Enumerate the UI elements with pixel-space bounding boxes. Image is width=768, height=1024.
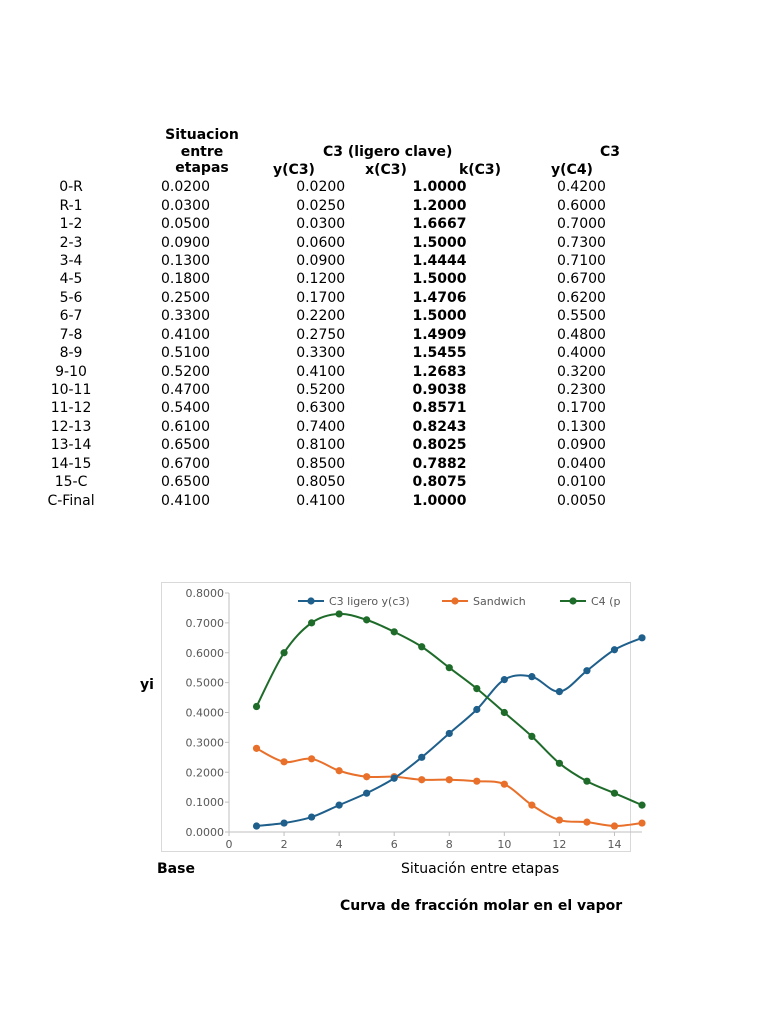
spacer-cell (229, 362, 296, 380)
x-tick-label: 4 (335, 838, 343, 851)
table-row (0, 233, 619, 251)
spacer-cell (229, 491, 296, 509)
table-row (0, 418, 619, 436)
data-point-0 (363, 790, 370, 797)
data-point-1 (638, 819, 645, 826)
spacer-cell (345, 289, 412, 307)
x-axis-label: Situación entre etapas (401, 861, 560, 877)
col-header-y-c3: y(C3) (273, 162, 315, 178)
y-tick-label: 0.8000 (185, 587, 224, 600)
spacer-cell (534, 344, 544, 362)
legend-swatch-marker (307, 597, 314, 604)
cell-stage: 3-4 (59, 252, 83, 269)
spacer-cell (345, 326, 412, 344)
cell-y-c3: 0.0200 (160, 179, 210, 196)
cell-x-c3: 0.4100 (296, 492, 346, 509)
data-point-1 (418, 776, 425, 783)
spacer-cell (229, 233, 296, 251)
cell-stage: 15-C (54, 474, 88, 491)
spacer-cell (467, 491, 534, 509)
x-tick-label: 14 (607, 838, 622, 851)
data-point-2 (253, 703, 260, 710)
data-point-2 (583, 778, 590, 785)
data-point-1 (556, 816, 563, 823)
col-header-k-c3: k(C3) (458, 162, 502, 178)
cell-y-c3: 0.0300 (160, 197, 210, 214)
spacer-cell (229, 215, 296, 233)
table-row (0, 252, 619, 270)
cell-stage: C-Final (47, 492, 95, 509)
cell-x-c3: 0.8050 (296, 474, 346, 491)
cell-k-c3: 1.0000 (412, 179, 467, 196)
table-row (0, 307, 619, 325)
spacer-cell (467, 215, 534, 233)
cell-y-c4: 0.4800 (556, 326, 606, 343)
table-row (0, 270, 619, 288)
cell-x-c3: 0.7400 (296, 418, 346, 435)
table-row (0, 362, 619, 380)
cell-x-c3: 0.1700 (296, 289, 346, 306)
spacer-cell (345, 491, 412, 509)
data-point-1 (280, 758, 287, 765)
spacer-cell (467, 381, 534, 399)
data-point-1 (253, 745, 260, 752)
cell-x-c3: 0.5200 (296, 382, 346, 399)
data-point-2 (473, 685, 480, 692)
data-point-2 (308, 619, 315, 626)
data-point-0 (418, 754, 425, 761)
legend-swatch-marker (451, 597, 458, 604)
cell-y-c4: 0.1700 (556, 400, 606, 417)
data-point-1 (528, 802, 535, 809)
data-point-2 (638, 802, 645, 809)
spacer-cell (345, 178, 412, 196)
cell-stage: 8-9 (59, 345, 83, 362)
spacer-cell (229, 455, 296, 473)
spacer-cell (467, 326, 534, 344)
data-point-1 (583, 819, 590, 826)
data-point-2 (336, 610, 343, 617)
y-tick-label: 0.6000 (185, 646, 224, 660)
cell-y-c3: 0.4700 (160, 382, 210, 399)
cell-y-c3: 0.5200 (160, 363, 210, 380)
cell-y-c4: 0.6000 (556, 197, 606, 214)
spacer-cell (345, 381, 412, 399)
cell-k-c3: 0.8571 (412, 400, 467, 417)
spacer-cell (229, 381, 296, 399)
cell-y-c3: 0.6500 (160, 474, 210, 491)
cell-y-c4: 0.7100 (556, 252, 606, 269)
cell-y-c3: 0.5400 (160, 400, 210, 417)
chart-caption: Curva de fracción molar en el vapor (340, 898, 623, 914)
spacer-cell (534, 326, 544, 344)
legend-label: C3 ligero y(c3) (329, 595, 410, 608)
x-tick-label: 6 (390, 838, 398, 851)
cell-y-c4: 0.3200 (556, 363, 606, 380)
data-point-1 (308, 755, 315, 762)
spacer-cell (345, 344, 412, 362)
cell-k-c3: 0.8075 (412, 474, 467, 491)
cell-y-c3: 0.4100 (160, 326, 210, 343)
table-row (0, 491, 619, 509)
cell-k-c3: 1.2683 (412, 363, 467, 380)
legend-label: Sandwich (473, 595, 526, 608)
data-point-2 (363, 616, 370, 623)
spacer-cell (229, 399, 296, 417)
cell-x-c3: 0.8100 (296, 437, 346, 454)
data-point-2 (556, 760, 563, 767)
col-header-x-c3: x(C3) (365, 162, 407, 178)
data-point-0 (280, 819, 287, 826)
cell-y-c3: 0.5100 (160, 345, 210, 362)
cell-y-c4: 0.6700 (556, 271, 606, 288)
data-point-0 (556, 688, 563, 695)
cell-x-c3: 0.0250 (296, 197, 346, 214)
legend-label: C4 (p (591, 595, 621, 608)
cell-y-c4: 0.7000 (556, 216, 606, 233)
spacer-cell (467, 252, 534, 270)
spacer-cell (229, 196, 296, 214)
cell-y-c4: 0.4200 (556, 179, 606, 196)
data-point-1 (501, 781, 508, 788)
data-point-2 (280, 649, 287, 656)
spacer-cell (467, 455, 534, 473)
data-point-0 (611, 646, 618, 653)
data-point-2 (528, 733, 535, 740)
y-tick-label: 0.5000 (185, 676, 224, 690)
data-point-1 (363, 773, 370, 780)
spacer-cell (534, 215, 544, 233)
spacer-cell (467, 270, 534, 288)
data-point-0 (528, 673, 535, 680)
data-point-0 (308, 813, 315, 820)
cell-stage: 4-5 (59, 271, 83, 288)
spacer-cell (345, 307, 412, 325)
base-label: Base (157, 861, 195, 877)
spacer-cell (467, 418, 534, 436)
y-axis-label: yi (140, 677, 154, 693)
x-tick-label: 2 (280, 838, 288, 851)
spacer-cell (345, 399, 412, 417)
x-tick-label: 10 (497, 838, 512, 851)
cell-k-c3: 1.6667 (412, 216, 467, 233)
cell-x-c3: 0.3300 (296, 345, 346, 362)
cell-stage: R-1 (59, 197, 83, 214)
spacer-cell (534, 491, 544, 509)
cell-k-c3: 1.4706 (412, 289, 467, 306)
cell-y-c3: 0.6700 (160, 455, 210, 472)
cell-x-c3: 0.4100 (296, 363, 346, 380)
spacer-cell (467, 307, 534, 325)
cell-y-c4: 0.6200 (556, 289, 606, 306)
x-tick-label: 8 (445, 838, 453, 851)
spacer-cell (534, 362, 544, 380)
cell-k-c3: 1.5000 (412, 234, 467, 251)
cell-y-c4: 0.2300 (556, 382, 606, 399)
spacer-cell (345, 233, 412, 251)
y-tick-label: 0.2000 (185, 766, 224, 780)
col-header-y-c4: y(C4) (551, 162, 593, 178)
cell-y-c3: 0.0500 (160, 216, 210, 233)
cell-x-c3: 0.1200 (296, 271, 346, 288)
cell-stage: 11-12 (50, 400, 92, 417)
spacer-cell (534, 473, 544, 491)
spacer-cell (229, 178, 296, 196)
spacer-cell (467, 233, 534, 251)
spacer-cell (229, 289, 296, 307)
cell-k-c3: 1.4444 (412, 252, 467, 269)
group-header-c3: C3 (ligero clave) (323, 144, 453, 160)
spacer-cell (534, 178, 544, 196)
data-point-0 (336, 802, 343, 809)
cell-y-c4: 0.0050 (556, 492, 606, 509)
data-point-2 (501, 709, 508, 716)
cell-k-c3: 1.5000 (412, 308, 467, 325)
y-tick-label: 0.0000 (185, 826, 224, 839)
cell-stage: 13-14 (50, 437, 92, 454)
table-row (0, 381, 619, 399)
spacer-cell (467, 289, 534, 307)
spacer-cell (534, 270, 544, 288)
cell-y-c3: 0.6100 (160, 418, 210, 435)
spacer-cell (534, 381, 544, 399)
cell-stage: 5-6 (59, 289, 83, 306)
cell-stage: 10-11 (50, 382, 92, 399)
legend-swatch-marker (569, 597, 576, 604)
cell-y-c3: 0.4100 (160, 492, 210, 509)
spacer-cell (534, 307, 544, 325)
cell-k-c3: 0.8243 (412, 418, 467, 435)
cell-stage: 1-2 (59, 216, 83, 233)
spacer-cell (229, 307, 296, 325)
y-tick-label: 0.7000 (185, 616, 224, 630)
spacer-cell (467, 344, 534, 362)
table-row (0, 344, 619, 362)
cell-y-c3: 0.2500 (160, 289, 210, 306)
cell-y-c3: 0.1800 (160, 271, 210, 288)
y-tick-label: 0.4000 (185, 706, 224, 720)
cell-y-c3: 0.3300 (160, 308, 210, 325)
spacer-cell (534, 233, 544, 251)
x-tick-label: 12 (552, 838, 567, 851)
data-table (0, 178, 619, 510)
cell-stage: 9-10 (55, 363, 87, 380)
data-point-2 (391, 628, 398, 635)
spacer-cell (229, 326, 296, 344)
cell-x-c3: 0.0300 (296, 216, 346, 233)
header-situacion (150, 127, 254, 177)
table-row (0, 215, 619, 233)
spacer-cell (229, 436, 296, 454)
spacer-cell (345, 418, 412, 436)
header-situacion-line3: etapas (175, 160, 229, 176)
spacer-cell (229, 252, 296, 270)
y-tick-label: 0.3000 (185, 736, 224, 750)
cell-y-c4: 0.5500 (556, 308, 606, 325)
spacer-cell (345, 196, 412, 214)
data-point-0 (391, 775, 398, 782)
cell-stage: 14-15 (50, 455, 92, 472)
spacer-cell (534, 418, 544, 436)
cell-stage: 2-3 (59, 234, 83, 251)
spacer-cell (229, 418, 296, 436)
spacer-cell (345, 362, 412, 380)
spacer-cell (534, 455, 544, 473)
data-point-1 (611, 822, 618, 829)
cell-k-c3: 1.5455 (412, 345, 467, 362)
y-tick-label: 0.1000 (185, 796, 224, 810)
spacer-cell (534, 436, 544, 454)
cell-y-c3: 0.1300 (160, 252, 210, 269)
cell-x-c3: 0.0900 (296, 252, 346, 269)
cell-k-c3: 1.5000 (412, 271, 467, 288)
data-point-0 (583, 667, 590, 674)
spacer-cell (345, 436, 412, 454)
cell-x-c3: 0.6300 (296, 400, 346, 417)
cell-k-c3: 1.0000 (412, 492, 467, 509)
data-point-2 (446, 664, 453, 671)
data-point-1 (473, 778, 480, 785)
x-tick-label: 0 (225, 838, 233, 851)
cell-k-c3: 0.9038 (412, 382, 467, 399)
cell-y-c4: 0.0400 (556, 455, 606, 472)
cell-y-c4: 0.1300 (556, 418, 606, 435)
table-row (0, 436, 619, 454)
cell-x-c3: 0.8500 (296, 455, 346, 472)
data-point-1 (336, 767, 343, 774)
spacer-cell (467, 473, 534, 491)
spacer-cell (467, 196, 534, 214)
spacer-cell (534, 252, 544, 270)
group-header-c4-partial: C3 (600, 144, 621, 160)
table-row (0, 326, 619, 344)
spacer-cell (345, 455, 412, 473)
cell-y-c4: 0.0100 (556, 474, 606, 491)
header-situacion-line1: Situacion (165, 127, 239, 143)
spacer-cell (534, 289, 544, 307)
cell-stage: 6-7 (59, 308, 83, 325)
data-point-2 (611, 790, 618, 797)
cell-y-c3: 0.0900 (160, 234, 210, 251)
cell-x-c3: 0.2750 (296, 326, 346, 343)
data-point-0 (473, 706, 480, 713)
data-point-2 (418, 643, 425, 650)
cell-stage: 0-R (59, 179, 83, 196)
spacer-cell (467, 178, 534, 196)
cell-k-c3: 1.2000 (412, 197, 467, 214)
cell-y-c4: 0.0900 (556, 437, 606, 454)
table-row (0, 399, 619, 417)
table-row (0, 455, 619, 473)
cell-x-c3: 0.2200 (296, 308, 346, 325)
data-point-0 (253, 822, 260, 829)
spacer-cell (345, 252, 412, 270)
spacer-cell (229, 473, 296, 491)
spacer-cell (467, 436, 534, 454)
spacer-cell (534, 196, 544, 214)
table-row (0, 178, 619, 196)
cell-x-c3: 0.0600 (296, 234, 346, 251)
cell-y-c3: 0.6500 (160, 437, 210, 454)
cell-stage: 12-13 (50, 418, 92, 435)
table-row (0, 473, 619, 491)
cell-stage: 7-8 (59, 326, 83, 343)
table-row (0, 196, 619, 214)
data-point-0 (638, 634, 645, 641)
spacer-cell (467, 362, 534, 380)
header-situacion-line2: entre (180, 143, 224, 160)
data-point-1 (446, 776, 453, 783)
cell-k-c3: 0.8025 (412, 437, 467, 454)
cell-k-c3: 0.7882 (412, 455, 467, 472)
spacer-cell (345, 270, 412, 288)
spacer-cell (229, 270, 296, 288)
chart (0, 575, 622, 895)
cell-x-c3: 0.0200 (296, 179, 346, 196)
data-point-0 (501, 676, 508, 683)
table-row (0, 289, 619, 307)
cell-y-c4: 0.4000 (556, 345, 606, 362)
spacer-cell (345, 473, 412, 491)
spacer-cell (229, 344, 296, 362)
spacer-cell (345, 215, 412, 233)
spacer-cell (534, 399, 544, 417)
data-point-0 (446, 730, 453, 737)
cell-k-c3: 1.4909 (412, 326, 467, 343)
cell-y-c4: 0.7300 (556, 234, 606, 251)
spacer-cell (467, 399, 534, 417)
